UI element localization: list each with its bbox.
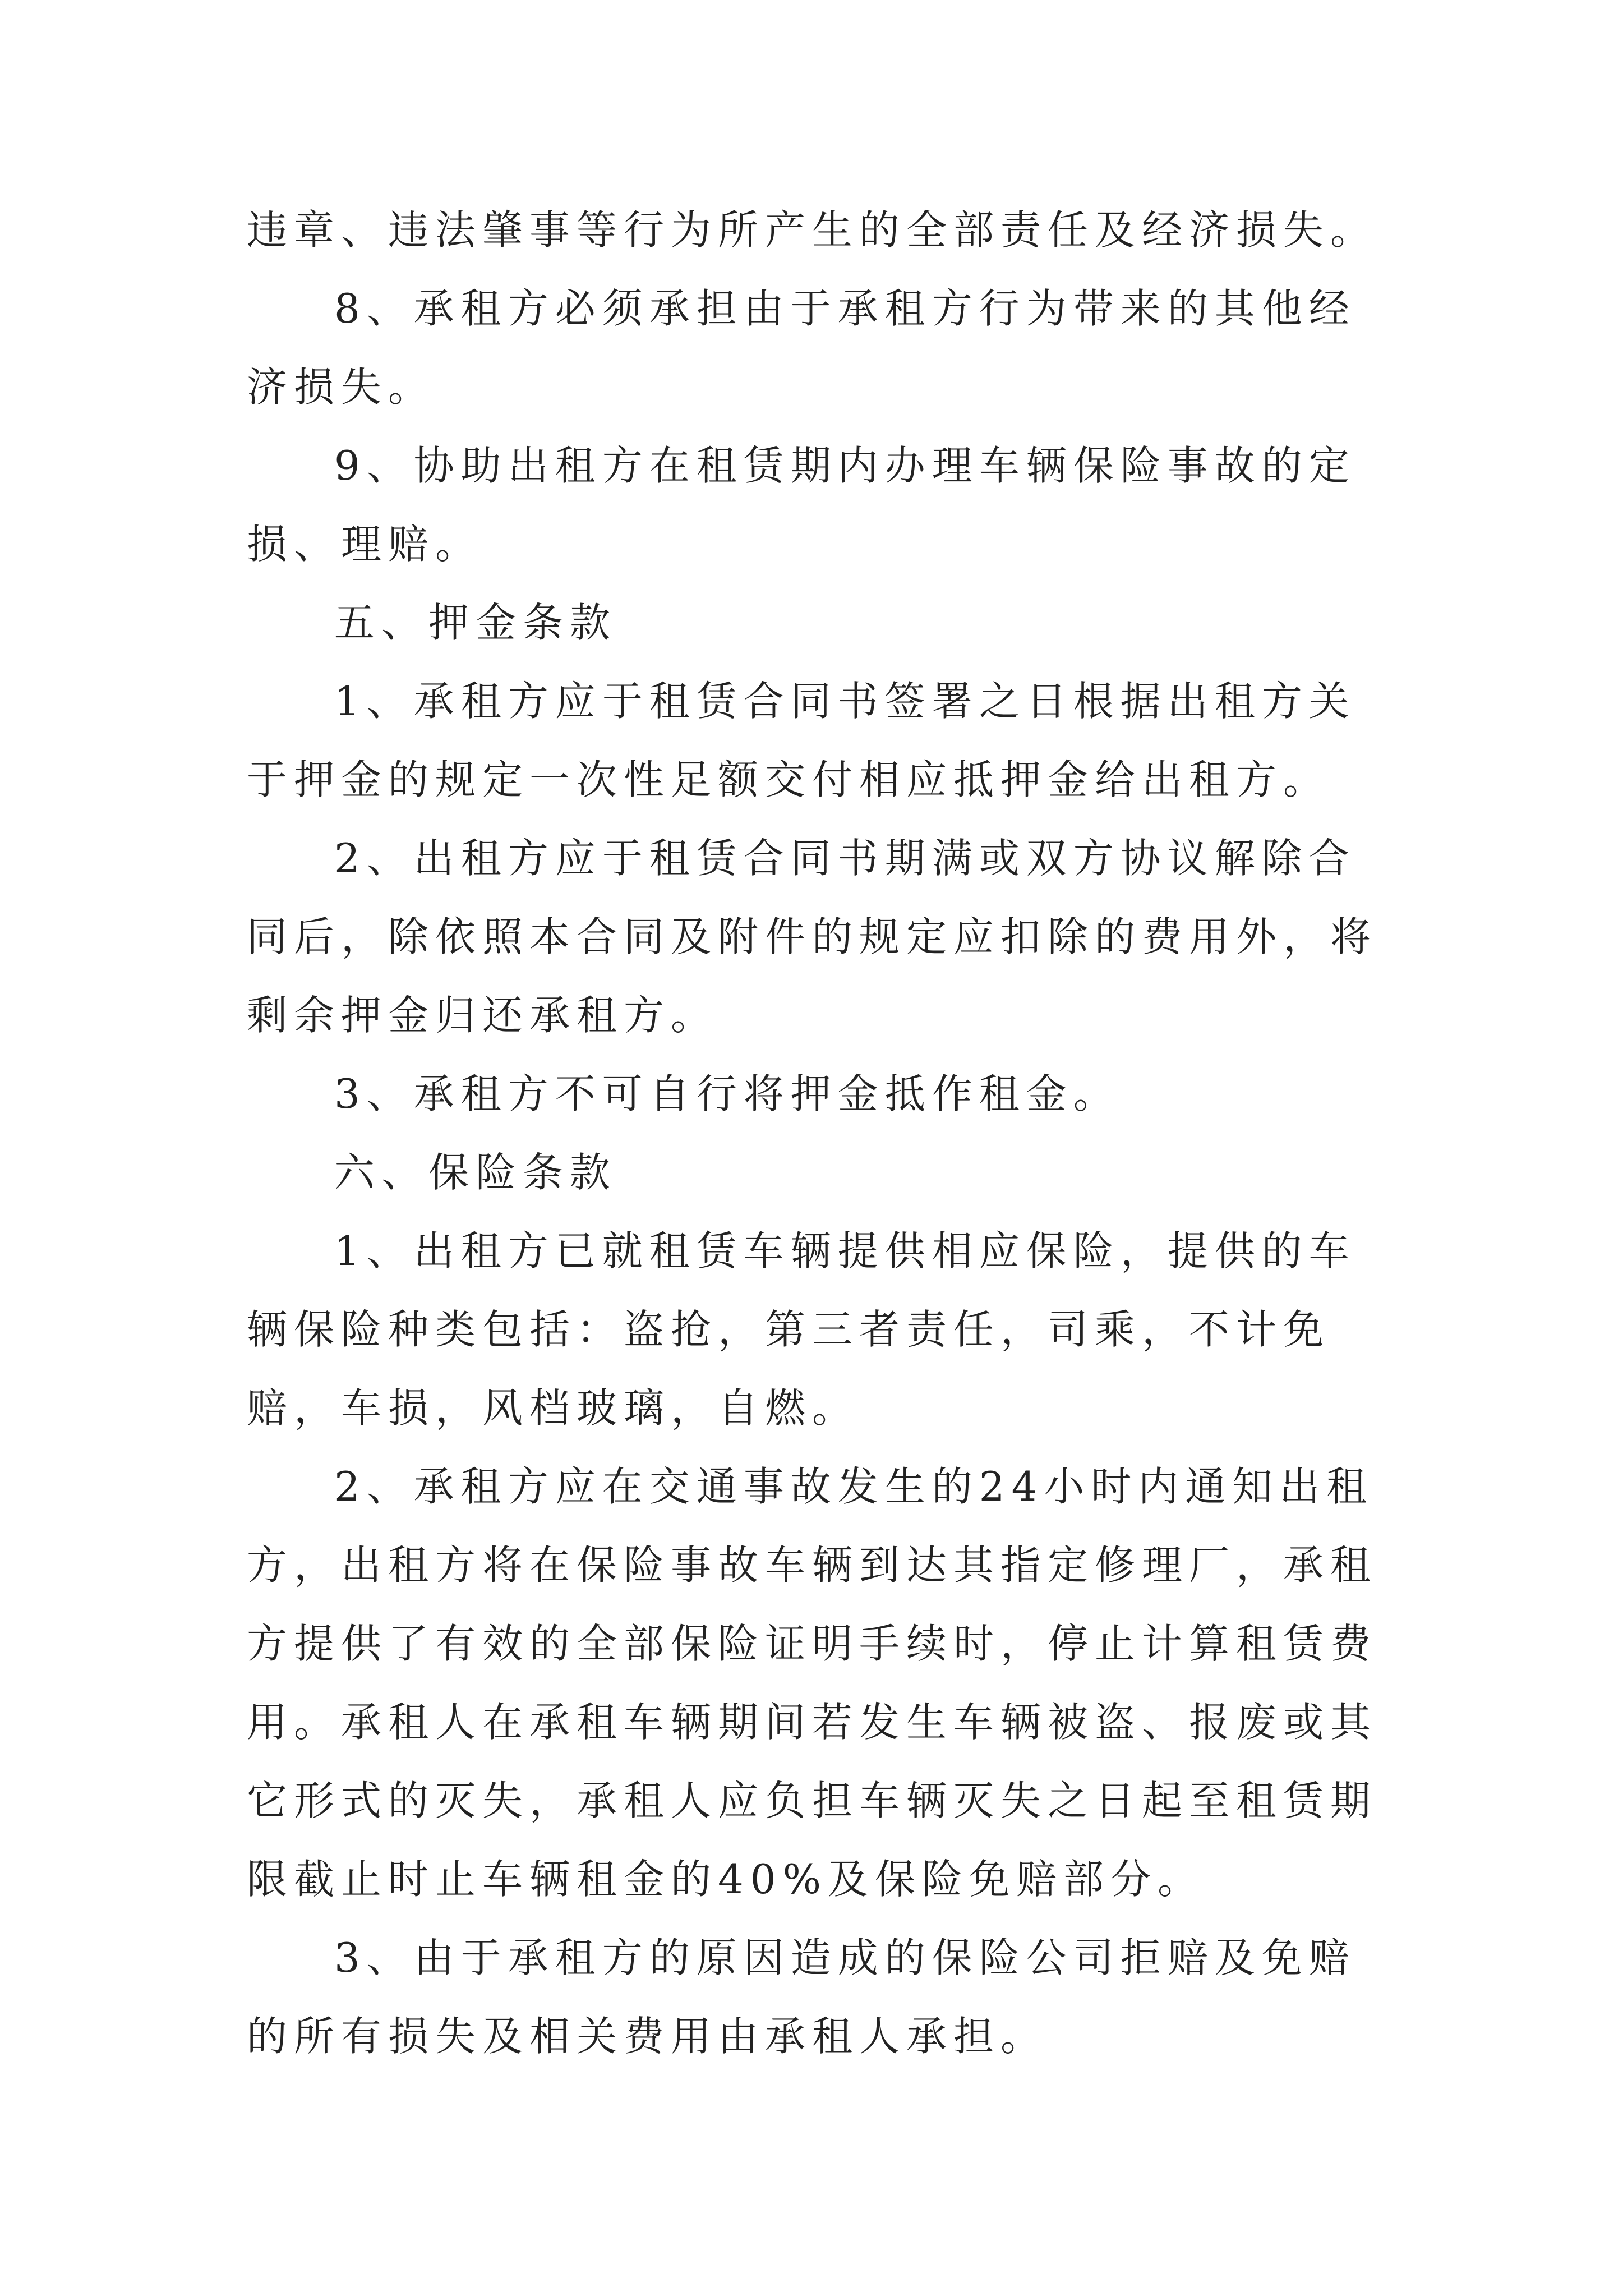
clause-6-1: 1、出租方已就租赁车辆提供相应保险，提供的车辆保险种类包括：盗抢，第三者责任，司乘，不计免赔，车损，风档玻璃，自燃。 (247, 1227, 1356, 1432)
clause-5-3: 3、承租方不可自行将押金抵作租金。 (334, 1070, 1121, 1117)
clause-4-9: 9、协助出租方在租赁期内办理车辆保险事故的定损、理赔。 (247, 442, 1356, 568)
clause-4-8: 8、承租方必须承担由于承租方行为带来的其他经济损失。 (247, 285, 1356, 411)
document-body (247, 191, 1396, 2076)
clause-5-1: 1、承租方应于租赁合同书签署之日根据出租方关于押金的规定一次性足额交付相应抵押金给出租方。 (247, 678, 1356, 803)
section-heading-insurance: 六、保险条款 (334, 1149, 617, 1196)
clause-6-3: 3、由于承租方的原因造成的保险公司拒赔及免赔的所有损失及相关费用由承租人承担。 (247, 1934, 1356, 2060)
section-heading-deposit: 五、押金条款 (334, 599, 617, 646)
clause-5-2: 2、出租方应于租赁合同书期满或双方协议解除合同后，除依照本合同及附件的规定应扣除的费用外，将剩余押金归还承租方。 (247, 835, 1378, 1039)
clause-6-2: 2、承租方应在交通事故发生的24小时内通知出租方，出租方将在保险事故车辆到达其指定修理厂，承租方提供了有效的全部保险证明手续时，停止计算租赁费用。承租人在承租车辆期间若发生车辆被盗、报废或其它形式的灭失，承租人应负担车辆灭失之日起至租赁期限截止时止车辆租金的40%及保险免赔部分。 (247, 1463, 1378, 1903)
paragraph-continuation: 违章、违法肇事等行为所产生的全部责任及经济损失。 (247, 206, 1378, 254)
